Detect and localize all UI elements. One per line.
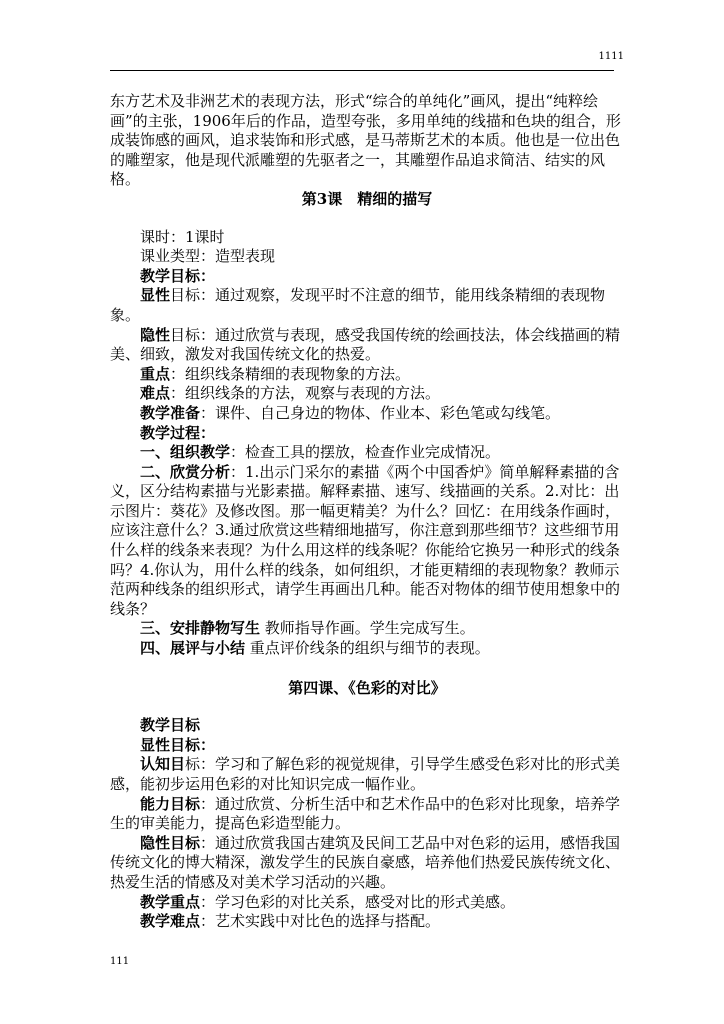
step3-label: 三、安排静物写生 [140, 619, 261, 638]
step1-text: ：检查工具的摆放，检查作业完成情况。 [230, 443, 501, 462]
step1-label: 一、组织教学 [140, 443, 231, 462]
explicit-text: 目标：通过观察，发现平时不注意的细节，能用线条精细的表现物象。 [110, 286, 606, 324]
document-body [110, 92, 624, 932]
lesson4-key-point [110, 893, 624, 913]
lesson3-explicit-goal [110, 286, 624, 325]
prep-text: ：课件、自己身边的物体、作业本、彩色笔或勾线笔。 [200, 403, 561, 422]
intro-paragraph: 东方艺术及非洲艺术的表现方法，形式“综合的单纯化”画风，提出“纯粹绘画”的主张，1906年后的作品，造型夸张，多用单纯的线描和色块的组合，形成装饰感的画风，追求装饰和形式感，是马蒂斯艺术的本质。他也是一位出色的雕塑家，他是现代派雕塑的先驱者之一，其雕塑作品追求简洁、结实的风格。 [110, 92, 621, 189]
lesson3-key-point [110, 365, 624, 385]
lesson3-goals-label: 教学目标： [140, 266, 216, 285]
lesson4-cognitive-goal [110, 755, 624, 794]
teaching-difficulty-label: 教学难点 [140, 912, 201, 931]
lesson3-process-label: 教学过程： [140, 423, 216, 442]
key-text: ：组织线条精细的表现物象的方法。 [170, 364, 411, 383]
lesson3-title: 第3课 精细的描写 [301, 189, 433, 208]
lesson3-implicit-goal [110, 326, 624, 365]
implicit-goal-text: ：通过欣赏我国古建筑及民间工艺品中对色彩的运用，感悟我国传统文化的博大精深，激发学生的民族自豪感，培养他们热爱民族传统文化、热爱生活的情感及对美术学习活动的兴趣。 [110, 833, 621, 891]
step2-text: ：1.出示门采尔的素描《两个中国香炉》简单解释素描的含义，区分结构素描与光影素描。解释素描、速写、线描画的关系。2.对比：出示图片：葵花》及修改图。那一幅更精美？为什么？回忆：在用线条作画时，应该注意什么？3.通过欣赏这些精细地描写，你注意到那些细节？这些细节用什么样的线条来表现？为什么用这样的线条呢？你能给它换另一种形式的线条吗？4.你认为，用什么样的线条，如何组织，才能更精细的表现物象？教师示范两种线条的组织形式，请学生再画出几种。能否对物体的细节使用想象中的线条？ [110, 462, 621, 618]
teaching-key-text: ：学习色彩的对比关系，感受对比的形式美感。 [200, 892, 516, 911]
lesson3-step2 [110, 463, 624, 620]
step4-text: 重点评价线条的组织与细节的表现。 [245, 639, 490, 658]
cognitive-label: 认知目 [140, 755, 186, 774]
page-footer-number: 111 [110, 956, 130, 967]
difficulty-text: ：组织线条的方法，观察与表现的方法。 [170, 384, 441, 403]
lesson3-step4 [110, 639, 624, 659]
teaching-difficulty-text: ：艺术实践中对比色的选择与搭配。 [200, 912, 441, 931]
key-label: 重点 [140, 364, 171, 383]
spacer [110, 698, 624, 716]
lesson4-explicit-label: 显性目标： [140, 735, 216, 754]
implicit-goal-label: 隐性目标 [140, 833, 201, 852]
ability-text: ：通过欣赏、分析生活中和艺术作品中的色彩对比现象，培养学生的审美能力，提高色彩造型能力。 [110, 794, 621, 833]
cognitive-text: 标：学习和了解色彩的视觉规律，引导学生感受色彩对比的形式美感，能初步运用色彩的对比知识完成一幅作业。 [110, 755, 621, 793]
implicit-label: 隐性 [140, 325, 171, 344]
explicit-label: 显性 [140, 286, 171, 305]
difficulty-label: 难点 [140, 384, 171, 403]
lesson3-type: 课业类型：造型表现 [140, 247, 276, 266]
lesson3-step1 [110, 443, 624, 463]
step4-label: 四、展评与小结 [140, 639, 246, 658]
lesson4-difficulty [110, 912, 624, 932]
teaching-key-label: 教学重点 [140, 892, 201, 911]
step2-label: 二、欣赏分析 [140, 462, 231, 481]
lesson4-title: 第四课、《色彩的对比》 [288, 678, 446, 697]
lesson3-preparation [110, 404, 624, 424]
step3-text: 教师指导作画。学生完成写生。 [260, 619, 475, 638]
prep-label: 教学准备 [140, 403, 201, 422]
implicit-text: 目标：通过欣赏与表现，感受我国传统的绘画技法，体会线描画的精美、细致，激发对我国传统文化的热爱。 [110, 325, 621, 364]
lesson4-ability-goal [110, 795, 624, 834]
page-header-number: 1111 [598, 51, 624, 62]
lesson4-goals-label: 教学目标 [140, 716, 201, 735]
lesson3-step3 [110, 619, 624, 639]
spacer [110, 210, 624, 228]
ability-label: 能力目标 [140, 794, 201, 813]
lesson4-implicit-goal [110, 834, 624, 893]
header-rule [110, 70, 614, 71]
lesson3-difficulty [110, 384, 624, 404]
lesson3-hours: 课时：1课时 [140, 227, 225, 246]
